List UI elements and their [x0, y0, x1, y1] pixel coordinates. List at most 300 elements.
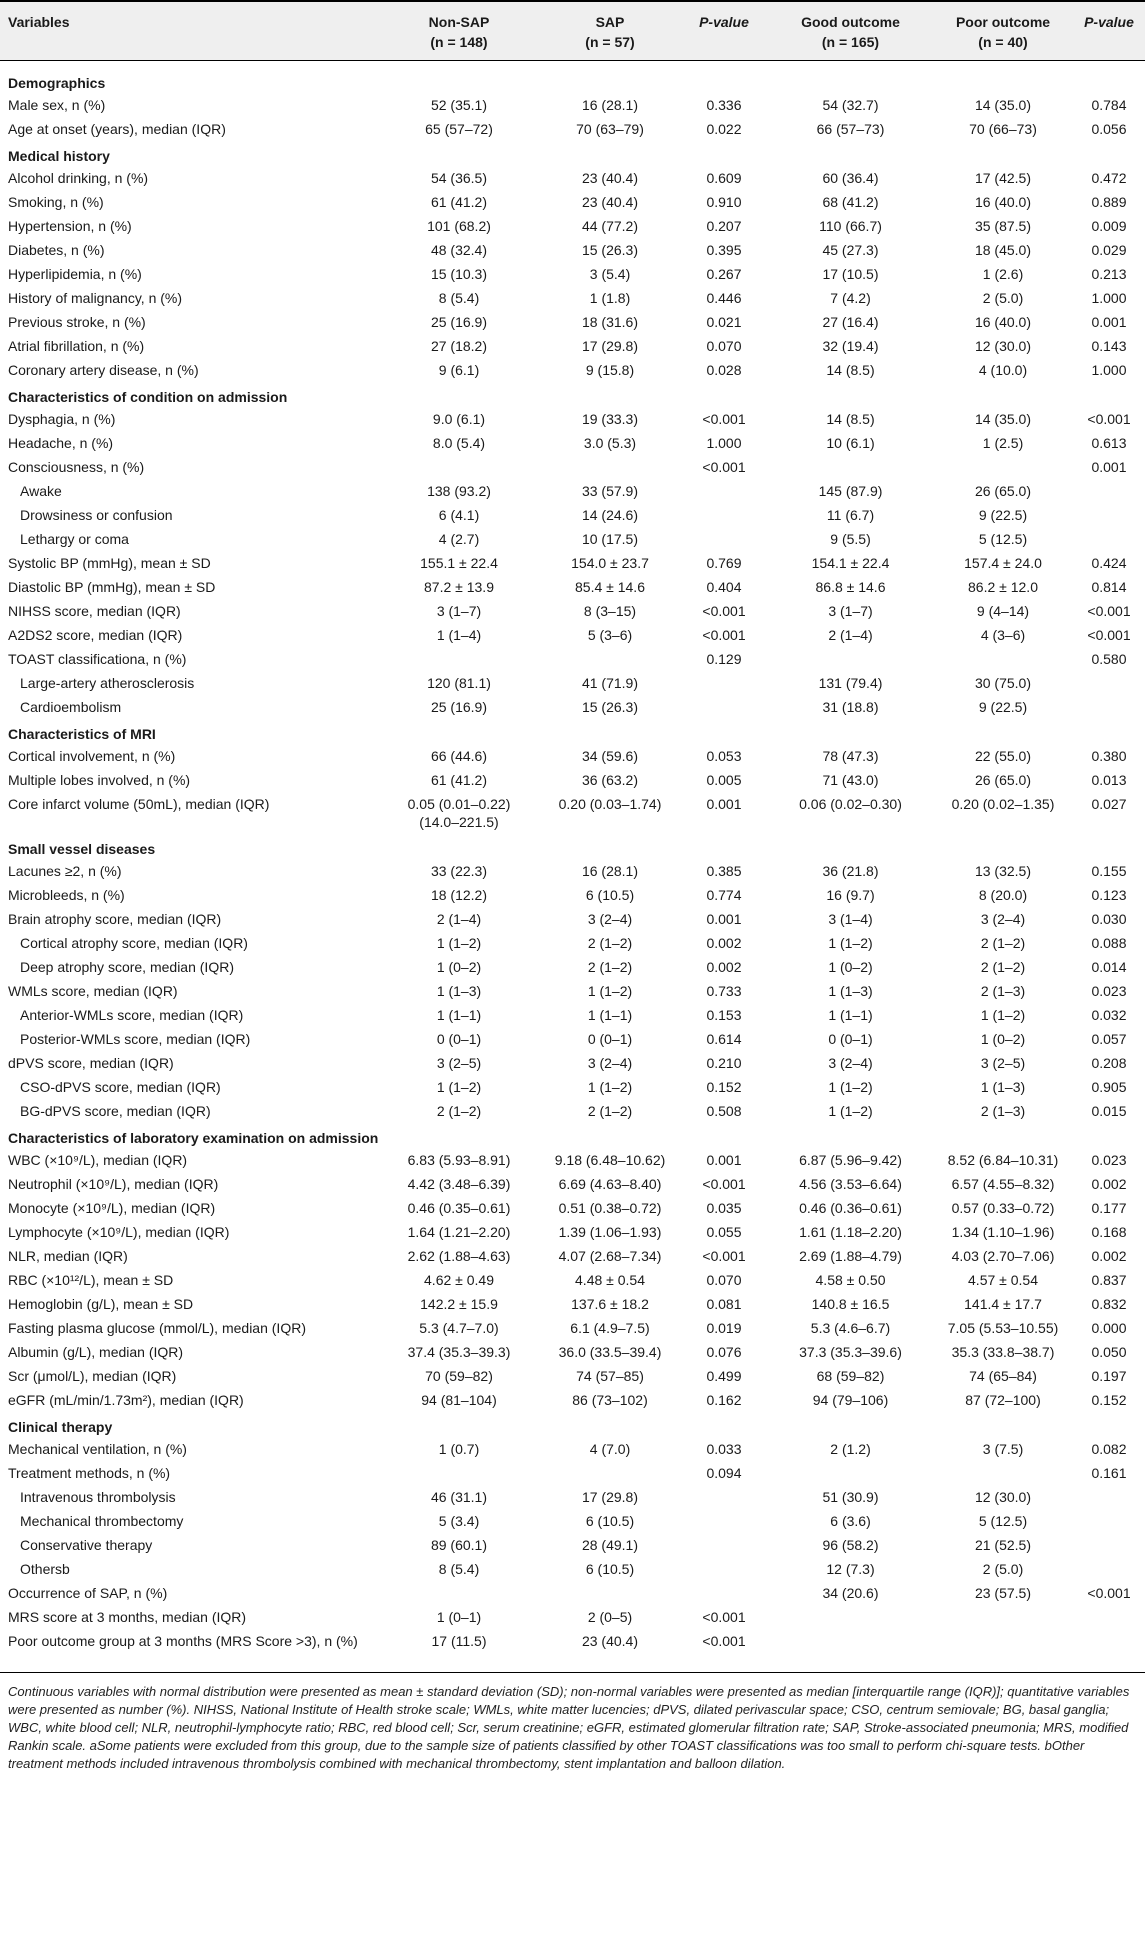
table-row: [0, 745, 1145, 769]
cell-good-outcome: 36 (21.8): [822, 863, 879, 879]
cell-good-outcome: 1 (1–2): [828, 1103, 873, 1119]
cell-poor-outcome: 26 (65.0): [974, 483, 1032, 499]
cell-pvalue-sap: 0.162: [706, 1392, 742, 1408]
cell-pvalue-outcome: [1073, 504, 1145, 528]
cell-pvalue-sap: 0.070: [706, 1272, 742, 1288]
cell-non-sap: [378, 456, 540, 480]
table-row: [0, 908, 1145, 932]
row-label: Awake: [20, 483, 62, 499]
cell-pvalue-sap: 0.035: [706, 1200, 742, 1216]
cell-pvalue-outcome: [1073, 528, 1145, 552]
cell-poor-outcome: 0.20 (0.02–1.35): [951, 796, 1055, 812]
cell-sap: 23 (40.4): [581, 170, 639, 186]
section-row: [0, 69, 1145, 94]
cell-good-outcome: 0.06 (0.02–0.30): [799, 796, 902, 812]
cell-sap: 23 (40.4): [581, 194, 639, 210]
cell-non-sap: 46 (31.1): [430, 1489, 488, 1505]
cell-pvalue-outcome: [1073, 696, 1145, 720]
row-label: Age at onset (years), median (IQR): [8, 121, 226, 137]
table-row: [0, 769, 1145, 793]
header-pvalue-sap: P-value: [699, 14, 749, 30]
cell-sap: 6 (10.5): [585, 1561, 635, 1577]
cell-good-outcome: 66 (57–73): [816, 121, 885, 137]
cell-pvalue-outcome: [1073, 1486, 1145, 1510]
cell-poor-outcome: 2 (1–3): [980, 983, 1026, 999]
cell-poor-outcome: 2 (5.0): [982, 1561, 1024, 1577]
cell-non-sap: 155.1 ± 22.4: [420, 555, 498, 571]
table-row: [0, 624, 1145, 648]
cell-pvalue-outcome: <0.001: [1087, 603, 1131, 619]
table-row: [0, 311, 1145, 335]
section-heading: Small vessel diseases: [8, 841, 156, 857]
cell-poor-outcome: 1 (0–2): [980, 1031, 1026, 1047]
cell-non-sap: 37.4 (35.3–39.3): [407, 1344, 511, 1360]
cell-pvalue-sap: 0.022: [706, 121, 742, 137]
row-label: Headache, n (%): [8, 435, 114, 451]
cell-poor-outcome: 4.03 (2.70–7.06): [951, 1248, 1055, 1264]
cell-poor-outcome: 70 (66–73): [969, 121, 1037, 137]
cell-non-sap: 5 (3.4): [438, 1513, 480, 1529]
table-row: [0, 1221, 1145, 1245]
cell-good-outcome: 4.58 ± 0.50: [815, 1272, 886, 1288]
cell-good-outcome: 5.3 (4.6–6.7): [810, 1320, 891, 1336]
cell-pvalue-outcome: 0.009: [1091, 218, 1127, 234]
table-row: [0, 793, 1145, 835]
cell-non-sap: 1 (1–1): [436, 1007, 482, 1023]
cell-pvalue-outcome: 1.000: [1091, 290, 1127, 306]
row-label: Posterior-WMLs score, median (IQR): [20, 1031, 251, 1047]
cell-good-outcome: 1.61 (1.18–2.20): [799, 1224, 902, 1240]
cell-poor-outcome: 9 (22.5): [978, 507, 1028, 523]
header-poor-outcome: [933, 1, 1073, 61]
cell-pvalue-outcome: 0.613: [1091, 435, 1127, 451]
table-header: [0, 1, 1145, 61]
table-row: [0, 528, 1145, 552]
cell-pvalue-sap: 0.609: [706, 170, 742, 186]
cell-good-outcome: 31 (18.8): [822, 699, 879, 715]
cell-sap: 17 (29.8): [581, 1489, 639, 1505]
table-row: [0, 1004, 1145, 1028]
cell-non-sap: 1 (0–2): [436, 959, 482, 975]
cell-non-sap: 8 (5.4): [438, 290, 480, 306]
table-row: [0, 648, 1145, 672]
cell-non-sap: 27 (18.2): [430, 338, 488, 354]
cell-pvalue-outcome: 0.030: [1091, 911, 1127, 927]
cell-poor-outcome: 22 (55.0): [974, 748, 1032, 764]
row-label: Alcohol drinking, n (%): [8, 170, 149, 186]
section-heading: Clinical therapy: [8, 1419, 113, 1435]
cell-sap: 1 (1–2): [587, 983, 633, 999]
row-label: Multiple lobes involved, n (%): [8, 772, 191, 788]
table-row: [0, 696, 1145, 720]
table-row: [0, 1173, 1145, 1197]
cell-sap: 2 (1–2): [587, 959, 633, 975]
table-row: [0, 1293, 1145, 1317]
header-sap-label: SAP: [595, 14, 625, 30]
cell-sap: 15 (26.3): [581, 699, 639, 715]
cell-poor-outcome: 4.57 ± 0.54: [968, 1272, 1038, 1288]
row-label: Systolic BP (mmHg), mean ± SD: [8, 555, 211, 571]
cell-pvalue-outcome: 0.197: [1091, 1368, 1127, 1384]
spacer-cell: [0, 61, 1145, 70]
cell-poor-outcome: 23 (57.5): [974, 1585, 1032, 1601]
section-row: [0, 720, 1145, 745]
cell-sap: 0.20 (0.03–1.74): [558, 796, 662, 812]
cell-sap: 15 (26.3): [581, 242, 639, 258]
cell-pvalue-outcome: [1073, 1510, 1145, 1534]
cell-non-sap: 87.2 ± 13.9: [424, 579, 494, 595]
cell-poor-outcome: 3 (2–5): [980, 1055, 1026, 1071]
cell-good-outcome: [768, 456, 933, 480]
cell-pvalue-sap: 0.910: [706, 194, 742, 210]
cell-pvalue-sap: [680, 696, 768, 720]
row-label: Intravenous thrombolysis: [20, 1489, 176, 1505]
cell-poor-outcome: 5 (12.5): [978, 1513, 1028, 1529]
cell-good-outcome: 94 (79–106): [812, 1392, 889, 1408]
cell-good-outcome: 2 (1.2): [830, 1441, 871, 1457]
cell-poor-outcome: 14 (35.0): [974, 411, 1032, 427]
cell-non-sap: 2 (1–4): [436, 911, 482, 927]
cell-poor-outcome: 35.3 (33.8–38.7): [951, 1344, 1055, 1360]
cell-pvalue-sap: 0.152: [706, 1079, 742, 1095]
cell-sap: 1 (1–1): [587, 1007, 633, 1023]
row-label: Mechanical ventilation, n (%): [8, 1441, 187, 1457]
cell-sap: 3.0 (5.3): [583, 435, 637, 451]
cell-pvalue-outcome: 0.784: [1091, 97, 1127, 113]
cell-good-outcome: 0.46 (0.36–0.61): [799, 1200, 902, 1216]
row-label: Lethargy or coma: [20, 531, 129, 547]
cell-sap: 0 (0–1): [587, 1031, 633, 1047]
cell-pvalue-sap: [680, 1582, 768, 1606]
cell-good-outcome: 16 (9.7): [826, 887, 875, 903]
cell-pvalue-outcome: 0.023: [1091, 1152, 1127, 1168]
cell-sap: 17 (29.8): [581, 338, 639, 354]
cell-non-sap: 0.46 (0.35–0.61): [407, 1200, 511, 1216]
row-label: WMLs score, median (IQR): [8, 983, 178, 999]
cell-good-outcome: 14 (8.5): [826, 362, 875, 378]
cell-poor-outcome: 87 (72–100): [965, 1392, 1041, 1408]
cell-pvalue-sap: <0.001: [702, 1609, 746, 1625]
cell-good-outcome: 2.69 (1.88–4.79): [799, 1248, 902, 1264]
cell-non-sap: 1.64 (1.21–2.20): [407, 1224, 511, 1240]
cell-non-sap: 33 (22.3): [430, 863, 488, 879]
cell-sap: 19 (33.3): [581, 411, 639, 427]
cell-good-outcome: 51 (30.9): [822, 1489, 879, 1505]
cell-poor-outcome: 8.52 (6.84–10.31): [947, 1152, 1059, 1168]
header-pvalue-outcome: P-value: [1084, 14, 1134, 30]
cell-non-sap: 1 (1–3): [436, 983, 482, 999]
row-label: Lacunes ≥2, n (%): [8, 863, 122, 879]
cell-pvalue-outcome: 0.027: [1091, 796, 1127, 812]
cell-poor-outcome: 141.4 ± 17.7: [964, 1296, 1042, 1312]
cell-sap: 137.6 ± 18.2: [571, 1296, 649, 1312]
header-good-outcome: [768, 1, 933, 61]
cell-good-outcome: 60 (36.4): [822, 170, 879, 186]
section-row: [0, 383, 1145, 408]
cell-pvalue-outcome: 0.088: [1091, 935, 1127, 951]
cell-poor-outcome: 18 (45.0): [974, 242, 1032, 258]
row-label: MRS score at 3 months, median (IQR): [8, 1609, 247, 1625]
cell-good-outcome: 14 (8.5): [826, 411, 875, 427]
row-label: A2DS2 score, median (IQR): [8, 627, 183, 643]
cell-sap: 3 (5.4): [589, 266, 631, 282]
cell-good-outcome: 71 (43.0): [822, 772, 879, 788]
table-row: [0, 1269, 1145, 1293]
cell-sap: 1 (1–2): [587, 1079, 633, 1095]
cell-good-outcome: 9 (5.5): [830, 531, 871, 547]
cell-pvalue-sap: 0.019: [706, 1320, 742, 1336]
cell-good-outcome: 0 (0–1): [828, 1031, 873, 1047]
table-body: [0, 61, 1145, 1673]
cell-pvalue-outcome: 0.002: [1091, 1248, 1127, 1264]
row-label: Core infarct volume (50mL), median (IQR): [8, 796, 270, 812]
cell-poor-outcome: 8 (20.0): [978, 887, 1028, 903]
cell-good-outcome: 131 (79.4): [818, 675, 883, 691]
table-row: [0, 884, 1145, 908]
cell-pvalue-outcome: 0.472: [1091, 170, 1127, 186]
cell-pvalue-sap: 0.508: [706, 1103, 742, 1119]
cell-pvalue-sap: 0.053: [706, 748, 742, 764]
section-heading: Demographics: [8, 75, 106, 91]
row-label: NIHSS score, median (IQR): [8, 603, 181, 619]
cell-sap: 41 (71.9): [581, 675, 639, 691]
header-non-sap-label: Non-SAP: [428, 14, 490, 30]
cell-pvalue-sap: 0.005: [706, 772, 742, 788]
row-label: dPVS score, median (IQR): [8, 1055, 174, 1071]
cell-good-outcome: 145 (87.9): [818, 483, 883, 499]
cell-good-outcome: 68 (59–82): [816, 1368, 885, 1384]
cell-good-outcome: 1 (1–3): [828, 983, 873, 999]
row-label: Fasting plasma glucose (mmol/L), median (IQR): [8, 1320, 306, 1336]
cell-pvalue-outcome: [1073, 1606, 1145, 1630]
cell-non-sap: 17 (11.5): [378, 1630, 540, 1673]
cell-pvalue-sap: 0.001: [706, 796, 742, 812]
cell-pvalue-outcome: 0.057: [1091, 1031, 1127, 1047]
cell-poor-outcome: 157.4 ± 24.0: [964, 555, 1042, 571]
cell-sap: 9 (15.8): [585, 362, 635, 378]
cell-good-outcome: [768, 1462, 933, 1486]
row-label: eGFR (mL/min/1.73m²), median (IQR): [8, 1392, 244, 1408]
cell-good-outcome: 37.3 (35.3–39.6): [799, 1344, 902, 1360]
cell-pvalue-sap: <0.001: [702, 411, 746, 427]
cell-non-sap: 9.0 (6.1): [432, 411, 486, 427]
cell-good-outcome: 12 (7.3): [826, 1561, 875, 1577]
cell-good-outcome: 4.56 (3.53–6.64): [799, 1176, 902, 1192]
cell-poor-outcome: 9 (4–14): [976, 603, 1030, 619]
header-sap-n: (n = 57): [585, 34, 635, 50]
cell-pvalue-sap: [680, 528, 768, 552]
table-row: [0, 432, 1145, 456]
row-label: WBC (×10⁹/L), median (IQR): [8, 1152, 188, 1168]
section-row: [0, 1413, 1145, 1438]
cell-pvalue-outcome: [1073, 1630, 1145, 1673]
table-row: [0, 1462, 1145, 1486]
cell-poor-outcome: 16 (40.0): [974, 314, 1032, 330]
cell-non-sap: 0 (0–1): [436, 1031, 482, 1047]
cell-poor-outcome: 6.57 (4.55–8.32): [951, 1176, 1055, 1192]
cell-poor-outcome: 74 (65–84): [969, 1368, 1037, 1384]
cell-pvalue-sap: 0.395: [706, 242, 742, 258]
cell-poor-outcome: 13 (32.5): [974, 863, 1032, 879]
cell-non-sap: [378, 1582, 540, 1606]
cell-good-outcome: 140.8 ± 16.5: [811, 1296, 890, 1312]
cell-pvalue-sap: 0.404: [706, 579, 742, 595]
table-row: [0, 956, 1145, 980]
table-row: [0, 1245, 1145, 1269]
cell-pvalue-outcome: 0.143: [1091, 338, 1127, 354]
cell-pvalue-sap: <0.001: [702, 603, 746, 619]
cell-non-sap: 1 (1–4): [436, 627, 482, 643]
cell-good-outcome: 10 (6.1): [826, 435, 875, 451]
section-heading: Characteristics of condition on admission: [8, 389, 288, 405]
table-row: [0, 552, 1145, 576]
cell-sap: 2 (1–2): [587, 935, 633, 951]
cell-poor-outcome: [933, 456, 1073, 480]
table-row: [0, 456, 1145, 480]
cell-non-sap: 6 (4.1): [438, 507, 480, 523]
row-label: Male sex, n (%): [8, 97, 106, 113]
table-row: [0, 1317, 1145, 1341]
row-label: Mechanical thrombectomy: [20, 1513, 184, 1529]
cell-pvalue-sap: 0.055: [706, 1224, 742, 1240]
cell-sap: 4 (7.0): [589, 1441, 631, 1457]
row-label: Deep atrophy score, median (IQR): [20, 959, 234, 975]
cell-sap: 6 (10.5): [585, 887, 635, 903]
cell-poor-outcome: 1.34 (1.10–1.96): [951, 1224, 1055, 1240]
cell-sap: 1 (1.8): [589, 290, 631, 306]
cell-non-sap: 101 (68.2): [427, 218, 491, 234]
cell-pvalue-outcome: 0.050: [1091, 1344, 1127, 1360]
cell-non-sap: [378, 648, 540, 672]
section-row: [0, 835, 1145, 860]
table-row: [0, 576, 1145, 600]
cell-pvalue-sap: 0.129: [706, 651, 742, 667]
cell-sap: 10 (17.5): [581, 531, 639, 547]
row-label: Hypertension, n (%): [8, 218, 132, 234]
cell-pvalue-outcome: 0.161: [1091, 1465, 1127, 1481]
table-row: [0, 118, 1145, 142]
cell-non-sap: 48 (32.4): [430, 242, 488, 258]
cell-pvalue-outcome: <0.001: [1087, 1585, 1131, 1601]
cell-pvalue-outcome: 0.014: [1091, 959, 1127, 975]
cell-good-outcome: [768, 1630, 933, 1673]
table-row: [0, 1365, 1145, 1389]
cell-sap: 154.0 ± 23.7: [571, 555, 649, 571]
table-row: [0, 1341, 1145, 1365]
cell-good-outcome: 1 (1–1): [828, 1007, 873, 1023]
cell-poor-outcome: 4 (10.0): [978, 362, 1028, 378]
table-row: [0, 672, 1145, 696]
cell-poor-outcome: 0.57 (0.33–0.72): [951, 1200, 1055, 1216]
cell-sap: 6.69 (4.63–8.40): [558, 1176, 662, 1192]
cell-pvalue-sap: 0.733: [706, 983, 742, 999]
cell-non-sap: 15 (10.3): [430, 266, 488, 282]
table-row: [0, 1389, 1145, 1413]
cell-poor-outcome: 30 (75.0): [974, 675, 1032, 691]
cell-pvalue-outcome: 0.023: [1091, 983, 1127, 999]
cell-pvalue-outcome: 0.814: [1091, 579, 1127, 595]
cell-good-outcome: 34 (20.6): [822, 1585, 879, 1601]
cell-pvalue-outcome: 0.013: [1091, 772, 1127, 788]
section-heading: Medical history: [8, 148, 110, 164]
row-label: Hyperlipidemia, n (%): [8, 266, 142, 282]
header-good-outcome-n: (n = 165): [821, 34, 880, 50]
cell-sap: [540, 1582, 680, 1606]
cell-pvalue-outcome: 0.002: [1091, 1176, 1127, 1192]
table-row: [0, 1197, 1145, 1221]
cell-sap: 28 (49.1): [581, 1537, 639, 1553]
cell-sap: 74 (57–85): [576, 1368, 644, 1384]
cell-sap: 16 (28.1): [581, 97, 639, 113]
cell-pvalue-outcome: 0.837: [1091, 1272, 1127, 1288]
cell-good-outcome: 78 (47.3): [822, 748, 879, 764]
table-row: [0, 167, 1145, 191]
row-label: Smoking, n (%): [8, 194, 104, 210]
cell-good-outcome: 32 (19.4): [822, 338, 879, 354]
table-row: [0, 1076, 1145, 1100]
cell-non-sap: 65 (57–72): [425, 121, 493, 137]
table-row: [0, 335, 1145, 359]
cell-pvalue-outcome: [1073, 672, 1145, 696]
cell-poor-outcome: 16 (40.0): [974, 194, 1032, 210]
cell-poor-outcome: 9 (22.5): [978, 699, 1028, 715]
table-row: [0, 239, 1145, 263]
cell-pvalue-sap: 0.774: [706, 887, 742, 903]
cell-poor-outcome: 2 (1–2): [980, 959, 1026, 975]
cell-non-sap: 2 (1–2): [436, 1103, 482, 1119]
cell-pvalue-sap: 0.207: [706, 218, 742, 234]
row-label: Microbleeds, n (%): [8, 887, 125, 903]
cell-sap: 36 (63.2): [581, 772, 639, 788]
cell-pvalue-sap: 0.336: [706, 97, 742, 113]
cell-sap: 9.18 (6.48–10.62): [554, 1152, 666, 1168]
cell-poor-outcome: 3 (7.5): [982, 1441, 1024, 1457]
table-row: [0, 1149, 1145, 1173]
cell-sap: 36.0 (33.5–39.4): [558, 1344, 662, 1360]
row-label: Dysphagia, n (%): [8, 411, 116, 427]
cell-good-outcome: 110 (66.7): [819, 218, 882, 234]
cell-pvalue-sap: 0.033: [706, 1441, 742, 1457]
cell-poor-outcome: 2 (5.0): [982, 290, 1024, 306]
cell-non-sap: 54 (36.5): [430, 170, 488, 186]
table-row: [0, 191, 1145, 215]
cell-non-sap: 70 (59–82): [425, 1368, 493, 1384]
header-poor-outcome-label: Poor outcome: [955, 14, 1051, 30]
cell-good-outcome: 1 (0–2): [828, 959, 873, 975]
row-label: Monocyte (×10⁹/L), median (IQR): [8, 1200, 216, 1216]
row-label: Occurrence of SAP, n (%): [8, 1585, 168, 1601]
cell-pvalue-sap: 0.094: [706, 1465, 742, 1481]
cell-pvalue-outcome: 0.424: [1091, 555, 1127, 571]
cell-poor-outcome: [933, 1462, 1073, 1486]
cell-poor-outcome: 2 (1–3): [980, 1103, 1026, 1119]
cell-good-outcome: 11 (6.7): [826, 507, 875, 523]
row-label: TOAST classificationa, n (%): [8, 651, 187, 667]
row-label: Previous stroke, n (%): [8, 314, 146, 330]
cell-non-sap: 6.83 (5.93–8.91): [407, 1152, 511, 1168]
cell-poor-outcome: 14 (35.0): [974, 97, 1032, 113]
table-row: [0, 1606, 1145, 1630]
table-row: [0, 860, 1145, 884]
table-row: [0, 504, 1145, 528]
cell-pvalue-outcome: 0.177: [1091, 1200, 1127, 1216]
cell-non-sap: 2.62 (1.88–4.63): [407, 1248, 511, 1264]
cell-non-sap: 18 (12.2): [430, 887, 488, 903]
cell-sap: 70 (63–79): [576, 121, 644, 137]
cell-non-sap: 142.2 ± 15.9: [420, 1296, 498, 1312]
table-row: [0, 1534, 1145, 1558]
cell-sap: 16 (28.1): [581, 863, 639, 879]
